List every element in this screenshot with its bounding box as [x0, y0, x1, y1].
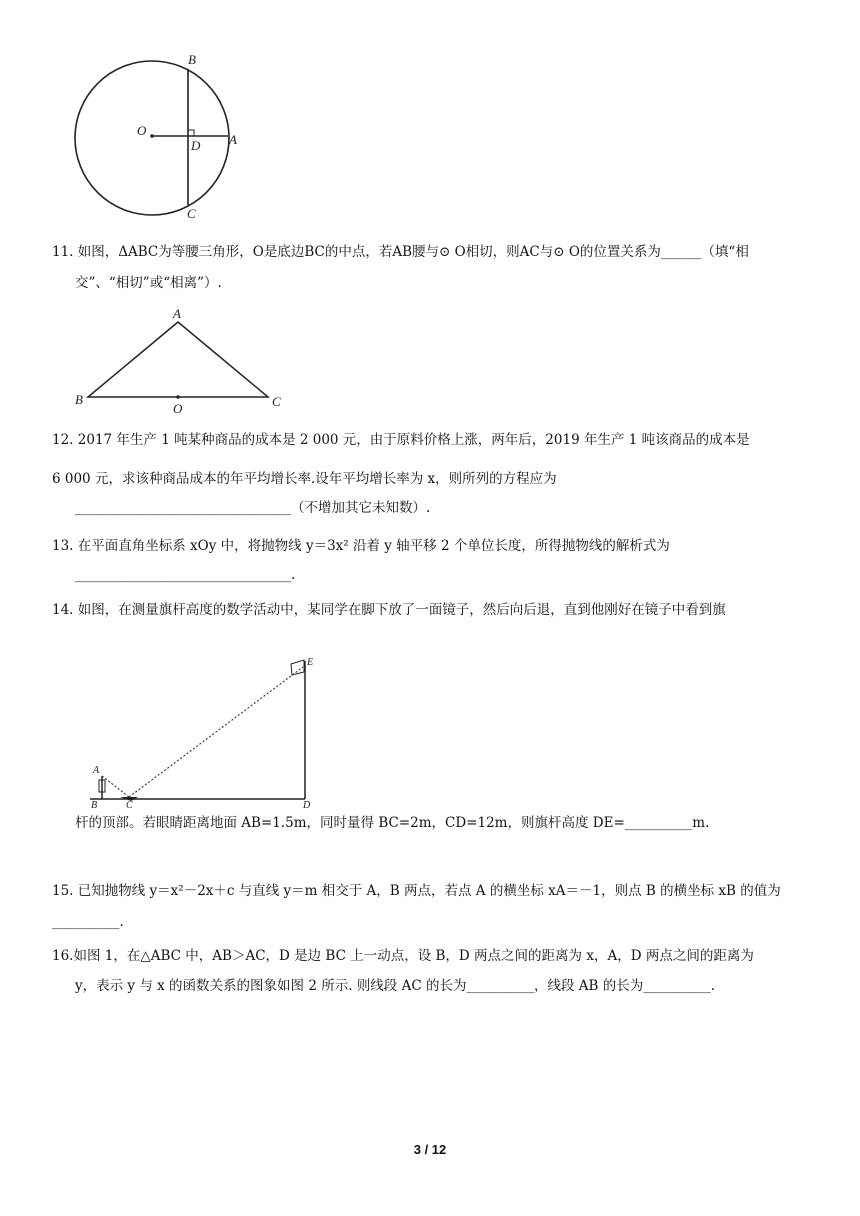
- label-B: B: [91, 800, 98, 811]
- label-D: D: [303, 800, 311, 811]
- q11-line1: 11. 如图，ΔABC为等腰三角形，O是底边BC的中点，若AB腰与⊙ O相切，则AC与⊙ O的位置关系为______（填“相: [52, 244, 749, 260]
- q12-line3: ________________________________（不增加其它未知数）.: [75, 500, 431, 516]
- q12-line1: 12. 2017 年生产 1 吨某种商品的成本是 2 000 元，由于原料价格上涨，两年后，2019 年生产 1 吨该商品的成本是: [52, 432, 750, 448]
- label-C: C: [187, 206, 196, 221]
- label-A: A: [173, 306, 181, 321]
- q15-line1: 15. 已知抛物线 y＝x²－2x＋c 与直线 y＝m 相交于 A，B 两点，若点 A 的横坐标 xA＝－1，则点 B 的横坐标 xB 的值为: [52, 883, 781, 899]
- label-A: A: [93, 765, 100, 776]
- label-O: O: [173, 401, 183, 416]
- page-number: 3 / 12: [413, 1142, 447, 1157]
- q13-line1: 13. 在平面直角坐标系 xOy 中，将抛物线 y＝3x² 沿着 y 轴平移 2 个单位长度，所得抛物线的解析式为: [52, 538, 670, 554]
- label-C: C: [126, 800, 133, 811]
- q15-line2: __________.: [52, 914, 124, 930]
- q11-line2: 交”、“相切”或“相离”）.: [75, 275, 222, 291]
- label-E: E: [307, 657, 314, 668]
- label-D: D: [191, 138, 201, 153]
- label-B: B: [75, 392, 83, 407]
- q16-line1: 16.如图 1，在△ABC 中，AB＞AC，D 是边 BC 上一动点，设 B，D 两点之间的距离为 x，A，D 两点之间的距离为: [52, 948, 754, 964]
- q13-line2: ________________________________.: [75, 567, 296, 583]
- q14-line1: 14. 如图，在测量旗杆高度的数学活动中，某同学在脚下放了一面镜子，然后向后退，直到他刚好在镜子中看到旗: [52, 602, 726, 618]
- label-O: O: [137, 123, 147, 138]
- label-A: A: [229, 132, 237, 147]
- q14-line2: 杆的顶部。若眼睛距离地面 AB=1.5m，同时量得 BC=2m，CD=12m，则旗杆高度 DE=__________m.: [75, 815, 710, 831]
- q16-line2: y，表示 y 与 x 的函数关系的图象如图 2 所示. 则线段 AC 的长为__________，线段 AB 的长为__________.: [75, 978, 715, 994]
- label-B: B: [188, 52, 196, 67]
- q12-line2: 6 000 元，求该种商品成本的年平均增长率.设年平均增长率为 x，则所列的方程应为: [52, 471, 557, 487]
- label-C: C: [272, 394, 281, 409]
